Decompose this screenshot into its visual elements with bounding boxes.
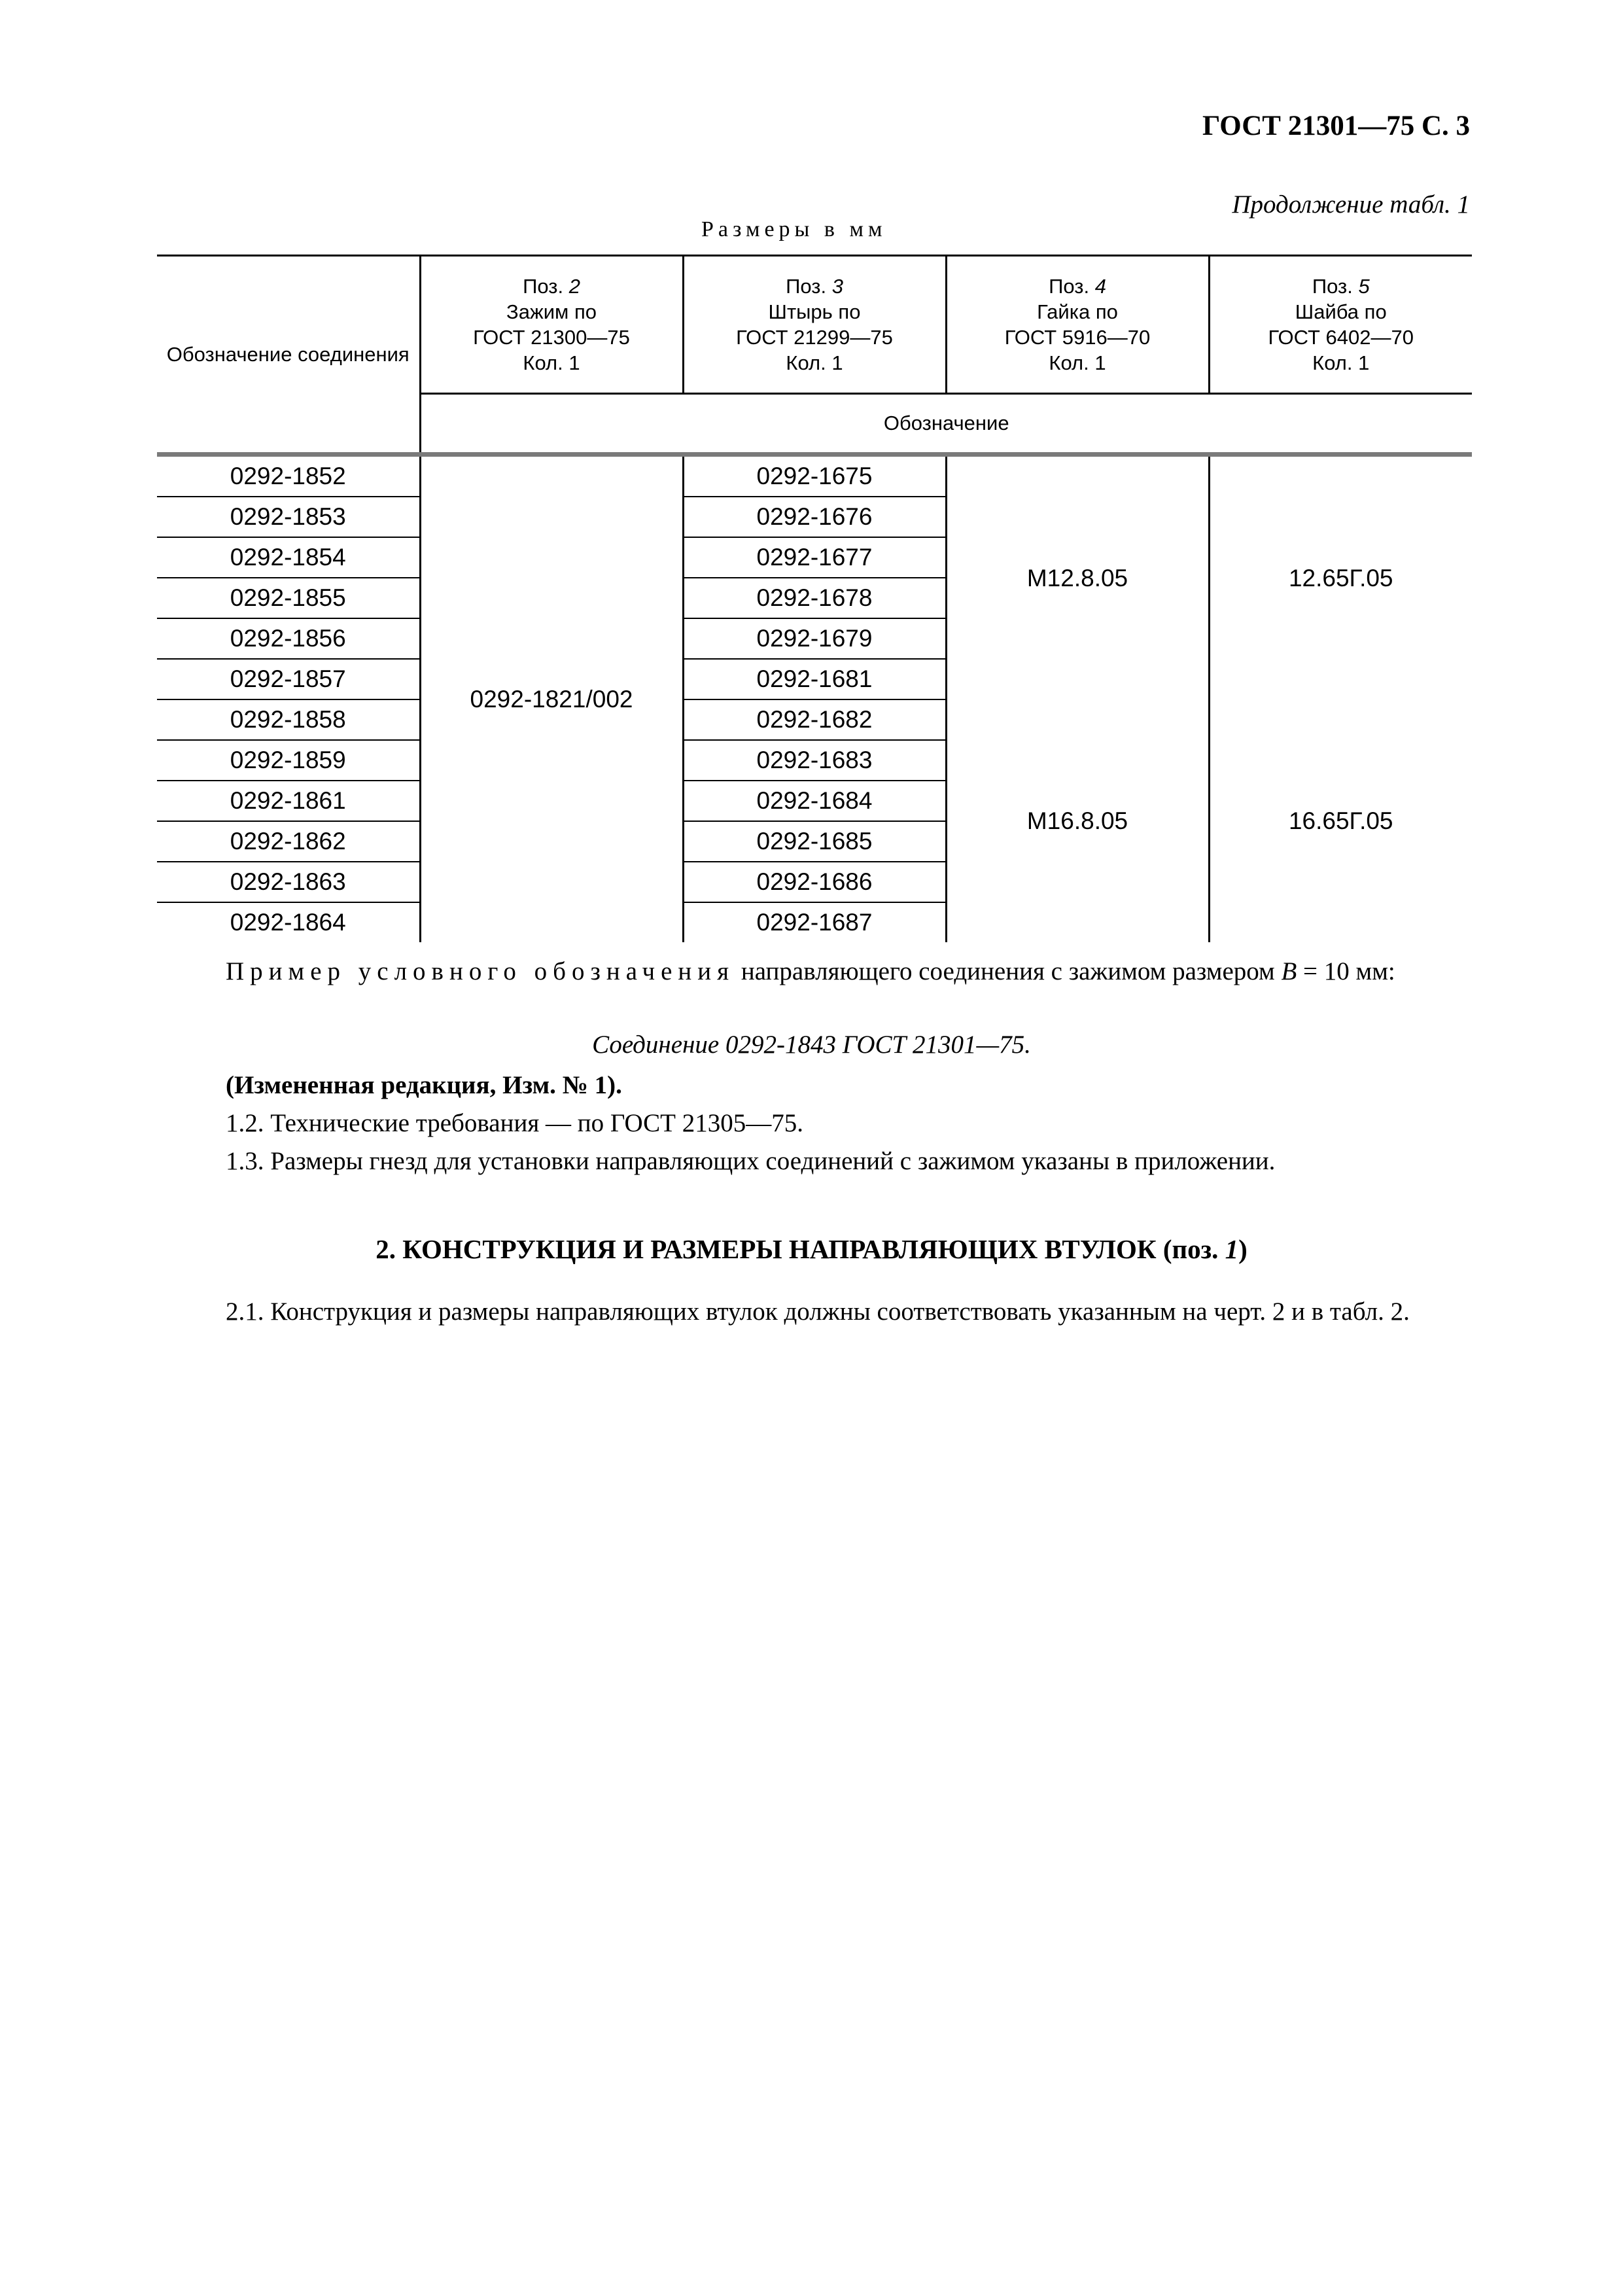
connection-cell: 0292-1858 [157,699,420,740]
pos-label: Поз. [1312,275,1359,298]
connection-cell: 0292-1862 [157,821,420,862]
connection-cell: 0292-1856 [157,618,420,659]
column-subheader-designation: Обозначение [420,394,1472,455]
table-row [157,455,1472,497]
part-standard: ГОСТ 6402—70 [1268,326,1414,349]
clamp-cell: 0292-1821/002 [420,455,683,943]
pin-cell: 0292-1678 [683,578,946,618]
pin-cell: 0292-1683 [683,740,946,781]
column-header-connection: Обозначение соединения [157,256,420,455]
example-text: направляющего соединения с зажимом размером [735,957,1282,985]
pin-cell: 0292-1676 [683,497,946,537]
pos-number: 3 [831,275,843,298]
part-name: Штырь по [768,300,861,323]
table-row [157,699,1472,740]
page-header-reference: ГОСТ 21301—75 С. 3 [1202,111,1470,141]
paragraph-1-3: 1.3. Размеры гнезд для установки направляющих соединений с зажимом указаны в приложении. [226,1147,1276,1175]
connection-cell: 0292-1861 [157,781,420,821]
pin-cell: 0292-1686 [683,862,946,902]
table-units-caption: Размеры в мм [701,217,887,241]
table-header-row [157,256,1472,394]
section-pos-number: 1 [1225,1234,1239,1264]
part-quantity: Кол. 1 [523,351,580,374]
pos-number: 2 [568,275,580,298]
connection-cell: 0292-1855 [157,578,420,618]
part-quantity: Кол. 1 [1312,351,1370,374]
pin-cell: 0292-1685 [683,821,946,862]
amendment-note: (Измененная редакция, Изм. № 1). [226,1071,622,1099]
part-name: Гайка по [1037,300,1118,323]
part-standard: ГОСТ 5916—70 [1004,326,1151,349]
paragraph-2-1: 2.1. Конструкция и размеры направляющих втулок должны соответствовать указанным на черт. 2 и в табл. 2. [226,1298,1410,1326]
washer-cell: 12.65Г.05 [1288,564,1393,592]
part-name: Шайба по [1295,300,1387,323]
pos-label: Поз. [523,275,569,298]
connection-cell: 0292-1859 [157,740,420,781]
washer-cell: 16.65Г.05 [1288,807,1393,834]
connection-cell: 0292-1852 [157,455,420,497]
part-quantity: Кол. 1 [1049,351,1106,374]
connection-cell: 0292-1853 [157,497,420,537]
connection-cell: 0292-1857 [157,659,420,699]
pin-cell: 0292-1675 [683,455,946,497]
pin-cell: 0292-1682 [683,699,946,740]
pin-cell: 0292-1679 [683,618,946,659]
connection-cell: 0292-1863 [157,862,420,902]
pin-cell: 0292-1681 [683,659,946,699]
section-close: ) [1238,1234,1248,1264]
column-header-clamp [420,256,683,394]
example-designation: Соединение 0292-1843 ГОСТ 21301—75. [592,1031,1031,1059]
section-2-heading [0,1230,1623,1268]
column-header-washer [1209,256,1472,394]
connection-cell: 0292-1864 [157,902,420,942]
connection-cell: 0292-1854 [157,537,420,578]
column-header-pin [683,256,946,394]
pin-cell: 0292-1687 [683,902,946,942]
connections-table [157,255,1472,942]
pos-number: 4 [1094,275,1106,298]
section-title: 2. КОНСТРУКЦИЯ И РАЗМЕРЫ НАПРАВЛЯЮЩИХ ВТУЛОК (поз. [375,1234,1225,1264]
designation-example-paragraph [157,953,1472,991]
pos-number: 5 [1358,275,1370,298]
part-standard: ГОСТ 21300—75 [473,326,630,349]
example-value: = 10 мм: [1297,957,1395,985]
example-lead: Пример условного обозначения [226,957,735,985]
column-header-nut [946,256,1209,394]
pos-label: Поз. [786,275,832,298]
nut-cell: М12.8.05 [946,455,1209,700]
part-standard: ГОСТ 21299—75 [736,326,893,349]
nut-cell: М16.8.05 [946,699,1209,942]
paragraph-1-2: 1.2. Технические требования — по ГОСТ 21305—75. [226,1109,803,1137]
pos-label: Поз. [1049,275,1095,298]
part-quantity: Кол. 1 [786,351,843,374]
pin-cell: 0292-1677 [683,537,946,578]
part-name: Зажим по [506,300,597,323]
pin-cell: 0292-1684 [683,781,946,821]
example-variable: B [1281,957,1297,985]
table-continuation-note: Продолжение табл. 1 [1232,190,1470,219]
